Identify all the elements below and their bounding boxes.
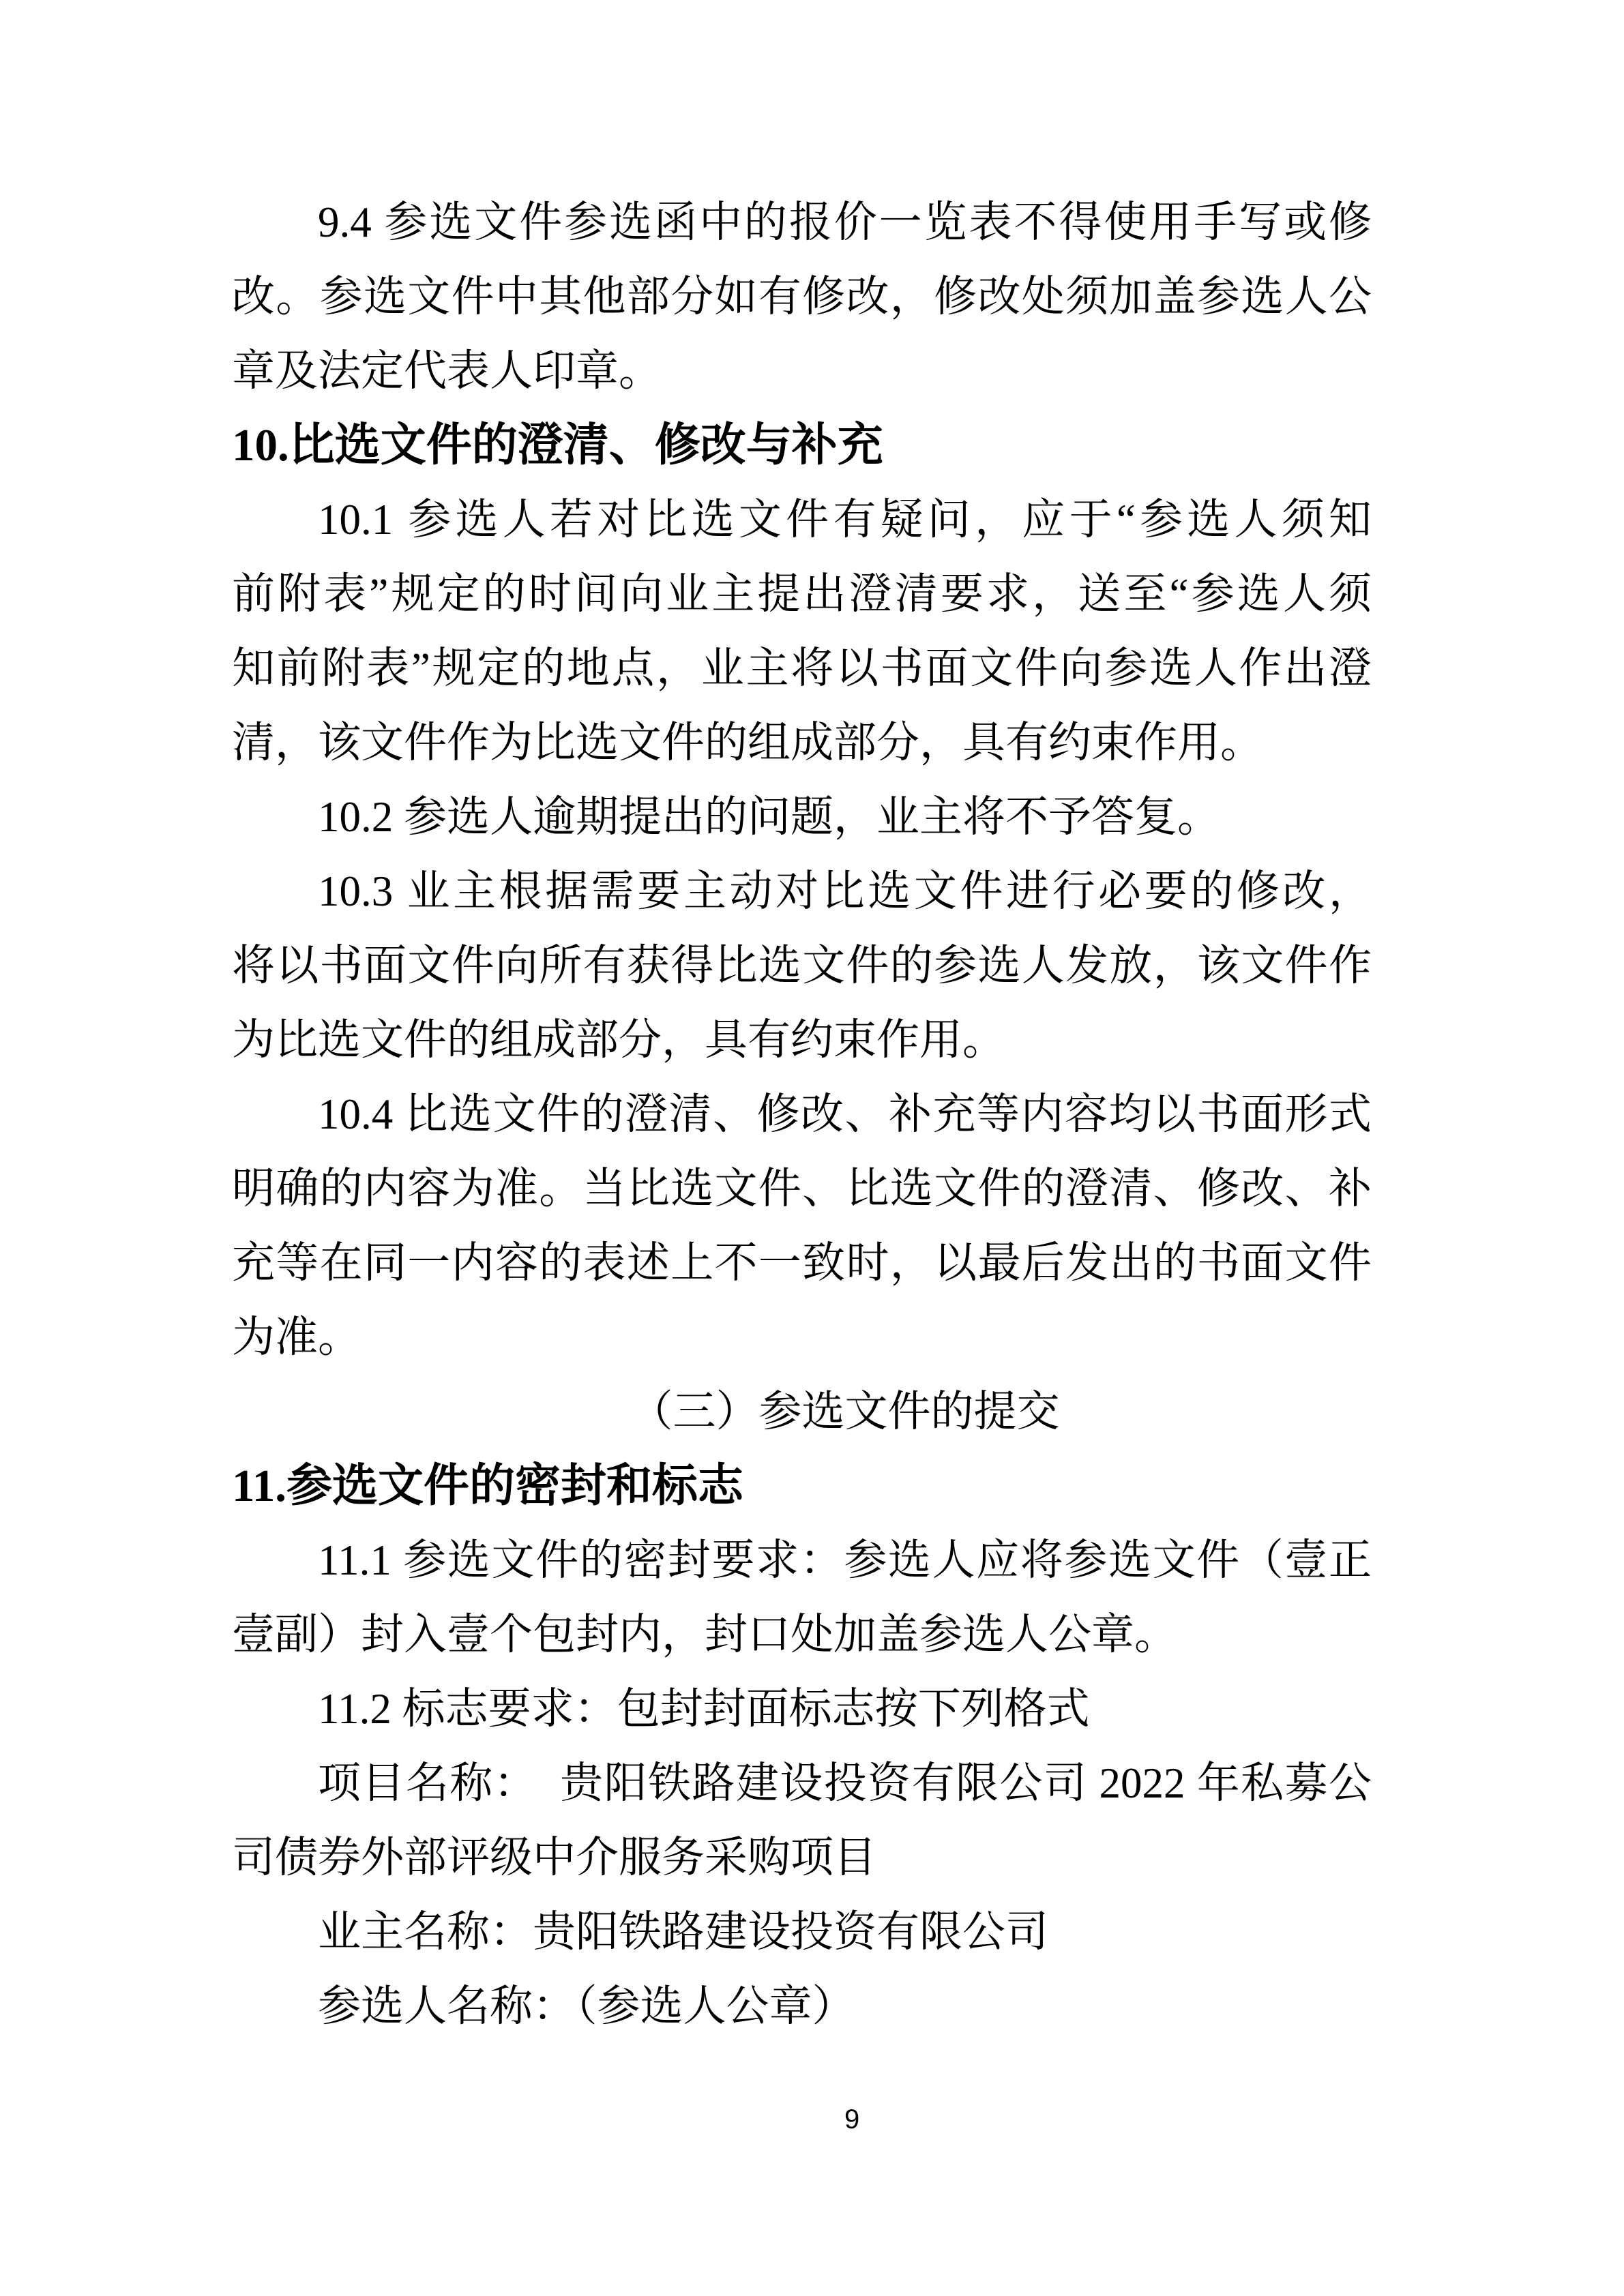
text-line: 改。参选文件中其他部分如有修改，修改处须加盖参选人公	[232, 273, 1372, 320]
text-line: 知前附表”规定的地点，业主将以书面文件向参选人作出澄	[232, 644, 1372, 692]
text-line: 10.4 比选文件的澄清、修改、补充等内容均以书面形式	[318, 1090, 1372, 1138]
text-line: 11.2 标志要求：包封封面标志按下列格式	[318, 1685, 1090, 1733]
text-line: 项目名称： 贵阳铁路建设投资有限公司 2022 年私募公	[318, 1759, 1372, 1807]
section-heading: 10.比选文件的澄清、修改与补充	[232, 420, 883, 471]
text-line: 清，该文件作为比选文件的组成部分，具有约束作用。	[232, 719, 1263, 766]
text-line: 10.2 参选人逾期提出的问题，业主将不予答复。	[318, 793, 1220, 841]
text-line: 将以书面文件向所有获得比选文件的参选人发放，该文件作	[232, 942, 1372, 989]
text-line: （三）参选文件的提交	[630, 1388, 1060, 1435]
text-line: 为比选文件的组成部分，具有约束作用。	[232, 1016, 1005, 1064]
text-line: 前附表”规定的时间向业主提出澄清要求，送至“参选人须	[232, 570, 1372, 618]
text-line: 10.3 业主根据需要主动对比选文件进行必要的修改，	[318, 867, 1372, 915]
text-line: 业主名称：贵阳铁路建设投资有限公司	[318, 1908, 1048, 1956]
text-line: 为准。	[232, 1313, 361, 1361]
page-number: 9	[844, 2104, 860, 2134]
text-line: 11.1 参选文件的密封要求：参选人应将参选文件（壹正	[318, 1536, 1372, 1584]
text-line: 章及法定代表人印章。	[232, 347, 662, 395]
text-line: 壹副）封入壹个包封内，封口处加盖参选人公章。	[232, 1611, 1177, 1658]
text-line: 充等在同一内容的表述上不一致时，以最后发出的书面文件	[232, 1239, 1372, 1287]
text-line: 明确的内容为准。当比选文件、比选文件的澄清、修改、补	[232, 1165, 1372, 1212]
text-line: 9.4 参选文件参选函中的报价一览表不得使用手写或修	[318, 198, 1372, 246]
text-block	[232, 185, 1372, 2044]
text-line: 10.1 参选人若对比选文件有疑问，应于“参选人须知	[318, 496, 1372, 543]
text-line: 参选人名称：（参选人公章）	[318, 1982, 855, 2030]
section-heading: 11.参选文件的密封和标志	[232, 1461, 744, 1511]
text-line: 司债券外部评级中介服务采购项目	[232, 1834, 876, 1881]
